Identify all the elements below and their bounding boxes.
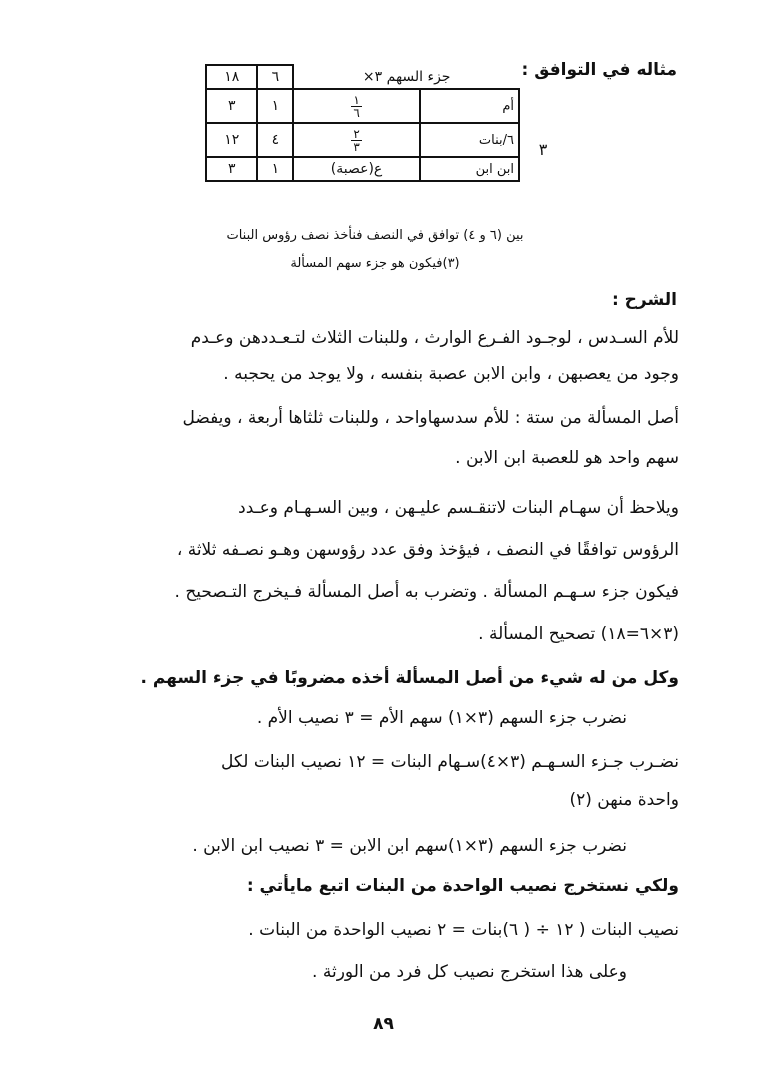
heir-final: ٣ xyxy=(206,157,257,181)
example-title: مثاله في التوافق : xyxy=(521,60,677,80)
text-line: نضرب جزء السهم (٣×١)سهم ابن الابن = ٣ نصيب ابن الابن . xyxy=(192,836,627,856)
calculation-table xyxy=(205,64,520,182)
heir-base: ٤ xyxy=(257,123,293,157)
text-line: وكل من له شيء من أصل المسألة أخذه مضروبًا في جزء السهم . xyxy=(140,668,679,688)
heir-share xyxy=(293,123,419,157)
heir-name: أم xyxy=(420,89,519,123)
text-line: ويلاحظ أن سهـام البنات لاتنقـسم عليـهن ، وبين السـهـام وعـدد xyxy=(238,498,679,518)
text-line: نصيب البنات ( ١٢ ÷ ( ٦)بنات = ٢ نصيب الواحدة من البنات . xyxy=(248,920,679,940)
table-note-line: (٣)فيكون هو جزء سهم المسألة xyxy=(290,256,460,271)
heir-share: ع(عصبة) xyxy=(293,157,419,181)
text-line: وعلى هذا استخرج نصيب كل فرد من الورثة . xyxy=(312,962,627,982)
text-line: ولكي نستخرج نصيب الواحدة من البنات اتبع مايأتي : xyxy=(246,876,679,896)
page-number: ٨٩ xyxy=(373,1014,394,1034)
row-factor: ٣ xyxy=(538,140,548,159)
text-line: الرؤوس توافقًا في النصف ، فيؤخذ وفق عدد رؤوسهن وهـو نصـفه ثلاثة ، xyxy=(176,540,679,560)
explanation-heading: الشرح : xyxy=(611,290,677,310)
text-line: واحدة منهن (٢) xyxy=(569,790,679,810)
table-note-line: بين (٦ و ٤) توافق في النصف فنأخذ نصف رؤوس البنات xyxy=(226,228,524,243)
heir-name: ٦/بنات xyxy=(420,123,519,157)
heir-name: ابن ابن xyxy=(420,157,519,181)
text-line: نضرب جزء السهم (٣×١) سهم الأم = ٣ نصيب الأم . xyxy=(256,708,627,728)
text-line: فيكون جزء سـهـم المسألة . وتضرب به أصل المسألة فـيخرج التـصحيح . xyxy=(174,582,679,602)
header-label: جزء السهم ٣× xyxy=(293,65,519,89)
heir-final: ٣ xyxy=(206,89,257,123)
table-header-row xyxy=(206,65,519,89)
share-fraction: $\frac{١}{٦}$ xyxy=(353,92,360,120)
text-line: وجود من يعصبهن ، وابن الابن عصبة بنفسه ، ولا يوجد من يحجبه . xyxy=(223,364,679,384)
table-row xyxy=(206,89,519,123)
header-base: ٦ xyxy=(257,65,293,89)
text-line: للأم السـدس ، لوجـود الفـرع الوارث ، وللبنات الثلاث لتـعـددهن وعـدم xyxy=(190,328,679,348)
text-line: سهم واحد هو للعصبة ابن الابن . xyxy=(455,448,679,468)
share-fraction: $\frac{٢}{٣}$ xyxy=(353,126,360,154)
table-row xyxy=(206,123,519,157)
heir-share xyxy=(293,89,419,123)
text-line: (٣×٦=١٨) تصحيح المسألة . xyxy=(478,624,679,644)
text-line: نضـرب جـزء السـهـم (٣×٤)سـهام البنات = ١٢ نصيب البنات لكل xyxy=(220,752,679,772)
header-total: ١٨ xyxy=(206,65,257,89)
heir-base: ١ xyxy=(257,89,293,123)
heir-final: ١٢ xyxy=(206,123,257,157)
table-row xyxy=(206,157,519,181)
text-line: أصل المسألة من ستة : للأم سدسهاواحد ، وللبنات ثلثاها أربعة ، ويفضل xyxy=(182,408,679,428)
heir-base: ١ xyxy=(257,157,293,181)
